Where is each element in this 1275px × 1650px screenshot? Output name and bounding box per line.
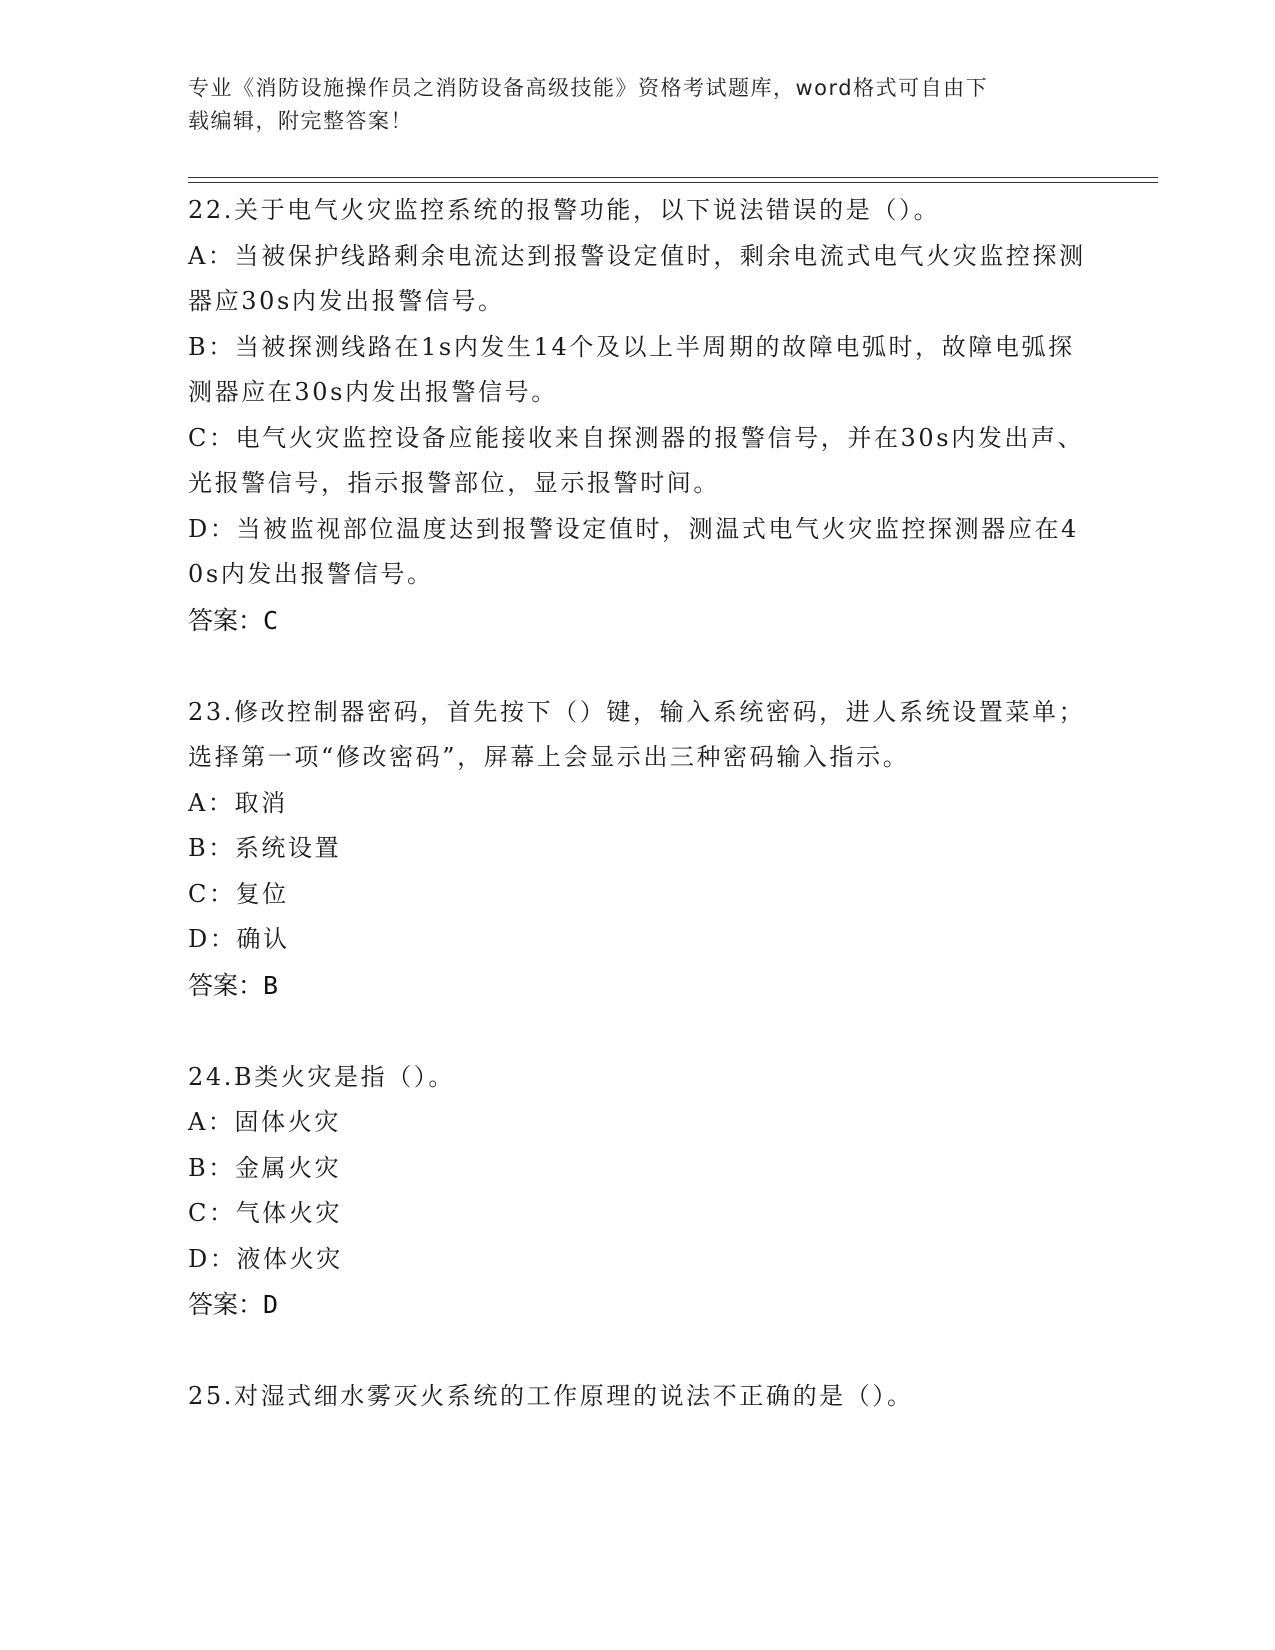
header-divider-bottom bbox=[188, 182, 1158, 183]
option-c: C：电气火灾监控设备应能接收来自探测器的报警信号，并在30s内发出声、光报警信号，指示报警部位，显示报警时间。 bbox=[188, 423, 1085, 497]
option-d: D：液体火灾 bbox=[188, 1244, 343, 1273]
option-c: C：复位 bbox=[188, 879, 289, 908]
answer-line: 答案：C bbox=[188, 605, 279, 635]
header-line-1: 专业《消防设施操作员之消防设备高级技能》资格考试题库，word格式可自由下 bbox=[188, 76, 989, 100]
question-25 bbox=[188, 1374, 1088, 1420]
option-a: A：当被保护线路剩余电流达到报警设定值时，剩余电流式电气火灾监控探测器应30s内发出报警信号。 bbox=[188, 241, 1086, 315]
option-d: D：确认 bbox=[188, 925, 290, 953]
question-spacer bbox=[188, 644, 1088, 690]
option-b: B：当被探测线路在1s内发生14个及以上半周期的故障电弧时，故障电弧探测器应在30s内发出报警信号。 bbox=[188, 332, 1075, 406]
question-23 bbox=[188, 690, 1088, 1009]
question-stem: 25.对湿式细水雾灭火系统的工作原理的说法不正确的是（）。 bbox=[188, 1382, 914, 1410]
question-22 bbox=[188, 188, 1088, 644]
question-spacer bbox=[188, 1009, 1088, 1055]
header-divider-top bbox=[188, 177, 1158, 178]
option-d: D：当被监视部位温度达到报警设定值时，测温式电气火灾监控探测器应在40s内发出报警信号。 bbox=[188, 514, 1079, 588]
question-stem: 23.修改控制器密码，首先按下（）键，输入系统密码，进人系统设置菜单；选择第一项“修改密码”，屏幕上会显示出三种密码输入指示。 bbox=[188, 697, 1086, 771]
question-24 bbox=[188, 1055, 1088, 1329]
question-spacer bbox=[188, 1328, 1088, 1374]
question-stem: 24.B类火灾是指（）。 bbox=[188, 1062, 456, 1091]
option-b: B：系统设置 bbox=[188, 834, 342, 862]
option-c: C：气体火灾 bbox=[188, 1199, 342, 1227]
option-b: B：金属火灾 bbox=[188, 1153, 342, 1182]
answer-line: 答案：D bbox=[188, 1290, 279, 1319]
question-stem: 22.关于电气火灾监控系统的报警功能，以下说法错误的是（）。 bbox=[188, 196, 941, 224]
question-list bbox=[188, 188, 1088, 1420]
answer-line: 答案：B bbox=[188, 970, 279, 1000]
option-a: A：固体火灾 bbox=[188, 1108, 341, 1136]
document-header bbox=[188, 72, 1088, 138]
option-a: A：取消 bbox=[188, 788, 288, 817]
header-line-2: 载编辑，附完整答案！ bbox=[188, 109, 413, 133]
